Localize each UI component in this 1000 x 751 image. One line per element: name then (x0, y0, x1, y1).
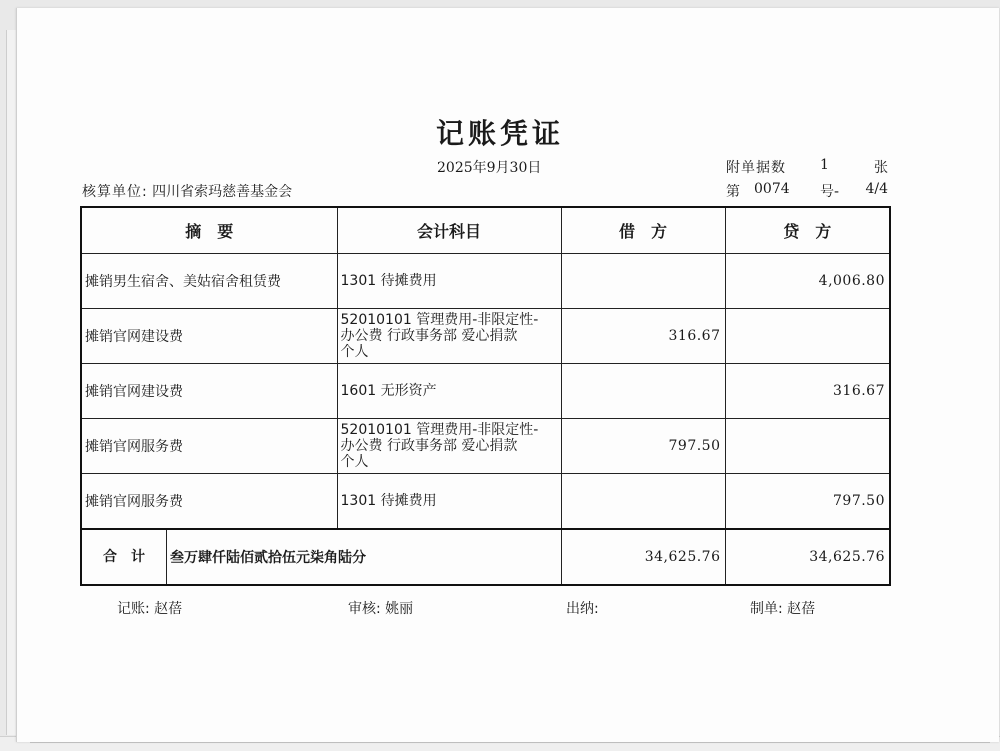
row-summary: 摊销男生宿舍、美姑宿舍租赁费 (81, 254, 337, 309)
total-credit: 34,625.76 (725, 529, 890, 585)
row-credit: 797.50 (725, 474, 890, 530)
attachment-unit: 张 (874, 160, 888, 176)
row-credit (725, 309, 890, 364)
row-account-line: 个人 (340, 454, 369, 470)
paper-stack-bottom-line (30, 742, 990, 743)
signer-reviewer (348, 598, 413, 618)
total-left-cell (81, 529, 561, 585)
row-account-line: 1601 无形资产 (340, 383, 437, 399)
voucher-row (81, 254, 890, 309)
row-debit: 797.50 (561, 419, 725, 474)
voucher-number-value: 0074 (754, 181, 790, 197)
voucher-row (81, 309, 890, 364)
row-credit (725, 419, 890, 474)
row-account-line: 1301 待摊费用 (340, 493, 437, 509)
row-account (337, 254, 561, 309)
accounting-unit (82, 181, 292, 201)
total-debit: 34,625.76 (561, 529, 725, 585)
total-row (81, 529, 890, 585)
header-debit: 借 方 (561, 207, 725, 254)
voucher-page: 4/4 (865, 181, 888, 197)
row-account-line: 办公费 行政事务部 爱心捐款 (340, 438, 518, 454)
accounting-unit-label: 核算单位: (82, 184, 148, 200)
row-credit: 4,006.80 (725, 254, 890, 309)
row-debit (561, 474, 725, 530)
row-account (337, 309, 561, 364)
attachment-number: 1 (820, 157, 829, 173)
header-credit: 贷 方 (725, 207, 890, 254)
voucher-table (80, 206, 891, 586)
header-summary: 摘 要 (81, 207, 337, 254)
signer-bookkeeper (117, 598, 182, 618)
row-summary: 摊销官网服务费 (81, 419, 337, 474)
row-account (337, 364, 561, 419)
signer-role: 审核: (348, 601, 381, 617)
row-account-line: 1301 待摊费用 (340, 273, 437, 289)
row-debit: 316.67 (561, 309, 725, 364)
attachment-label: 附单据数 (726, 160, 786, 176)
voucher-row (81, 419, 890, 474)
signer-preparer (750, 598, 815, 618)
voucher-date: 2025年9月30日 (437, 160, 542, 176)
voucher-title: 记账凭证 (435, 117, 564, 150)
signer-name: 赵蓓 (787, 601, 816, 617)
signer-role: 记账: (117, 601, 150, 617)
signer-role: 出纳: (566, 601, 599, 617)
voucher-row (81, 474, 890, 530)
accounting-unit-name: 四川省索玛慈善基金会 (152, 184, 293, 200)
signer-role: 制单: (750, 601, 783, 617)
header-account: 会计科目 (337, 207, 561, 254)
voucher-row (81, 364, 890, 419)
row-summary: 摊销官网建设费 (81, 364, 337, 419)
voucher-number-prefix: 第 (726, 184, 740, 200)
voucher-number-suffix: 号- (820, 184, 840, 200)
row-summary: 摊销官网服务费 (81, 474, 337, 530)
row-account-line: 52010101 管理费用-非限定性- (340, 312, 539, 328)
signer-name: 姚丽 (385, 601, 414, 617)
total-amount-in-words: 叁万肆仟陆佰贰拾伍元柒角陆分 (170, 550, 366, 566)
row-account (337, 419, 561, 474)
row-account-line: 办公费 行政事务部 爱心捐款 (340, 328, 518, 344)
row-account (337, 474, 561, 530)
row-debit (561, 254, 725, 309)
signer-cashier (566, 598, 599, 618)
voucher-header-row (81, 207, 890, 254)
row-account-line: 52010101 管理费用-非限定性- (340, 422, 539, 438)
row-account-line: 个人 (340, 344, 369, 360)
total-label: 合 计 (82, 530, 167, 584)
signer-name: 赵蓓 (154, 601, 183, 617)
row-summary: 摊销官网建设费 (81, 309, 337, 364)
row-debit (561, 364, 725, 419)
row-credit: 316.67 (725, 364, 890, 419)
